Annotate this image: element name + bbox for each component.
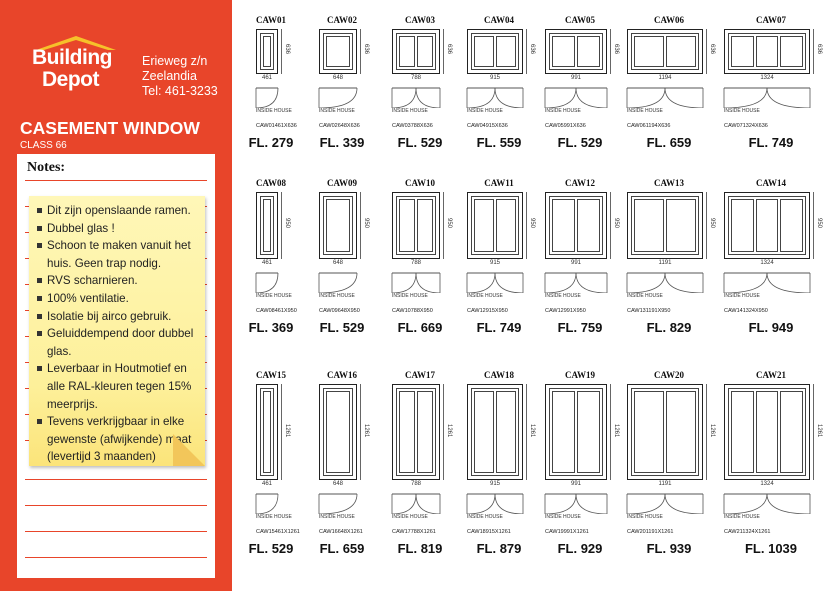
- window-frame: [471, 196, 519, 255]
- window-drawing: [319, 384, 357, 480]
- model-number: CAW02648X636: [319, 123, 360, 129]
- window-sash: [326, 391, 350, 473]
- model-number: CAW131191X950: [627, 308, 671, 314]
- swing-diagram: [625, 492, 705, 514]
- window-frame: [260, 33, 274, 70]
- height-dimension-line: [813, 192, 814, 259]
- inside-house-label: INSIDE HOUSE: [319, 514, 355, 520]
- height-dimension: 636: [529, 43, 535, 54]
- window-sash: [552, 36, 575, 67]
- window-sash: [780, 199, 803, 252]
- address-street: Erieweg z/n: [142, 54, 208, 68]
- window-frame: [728, 388, 806, 476]
- height-dimension: 1261: [816, 424, 822, 438]
- model-number: CAW061194X636: [627, 123, 671, 129]
- window-drawing: [319, 29, 357, 74]
- width-dimension: 991: [545, 481, 607, 487]
- swing-diagram: [625, 271, 705, 293]
- inside-house-label: INSIDE HOUSE: [545, 293, 581, 299]
- window-frame: [631, 196, 699, 255]
- window-sash: [756, 391, 779, 473]
- height-dimension-line: [360, 384, 361, 480]
- window-price: FL. 1039: [744, 541, 798, 556]
- note-item: Isolatie bij airco gebruik.: [35, 308, 203, 326]
- window-price: FL. 369: [248, 320, 294, 335]
- window-sash: [634, 199, 664, 252]
- window-card[interactable]: [380, 15, 460, 200]
- height-dimension: 950: [613, 217, 619, 228]
- window-card[interactable]: [304, 15, 380, 200]
- height-dimension: 1261: [709, 424, 715, 438]
- width-dimension: 788: [392, 481, 440, 487]
- window-card[interactable]: [716, 15, 826, 200]
- window-sash: [263, 391, 271, 473]
- swing-diagram: [465, 271, 525, 293]
- window-card[interactable]: [622, 370, 716, 555]
- model-number: CAW19991X1261: [545, 529, 589, 535]
- window-drawing: [256, 29, 278, 74]
- swing-diagram: [465, 492, 525, 514]
- swing-diagram: [543, 492, 609, 514]
- inside-house-label: INSIDE HOUSE: [467, 108, 503, 114]
- window-sash: [496, 199, 516, 252]
- swing-diagram: [254, 492, 280, 514]
- model-number: CAW071324X636: [724, 123, 768, 129]
- width-dimension: 915: [467, 481, 523, 487]
- swing-diagram: [722, 492, 812, 514]
- window-price: FL. 659: [319, 541, 365, 556]
- window-code: CAW20: [653, 370, 684, 380]
- height-dimension-line: [526, 192, 527, 259]
- window-code: CAW02: [326, 15, 357, 25]
- window-price: FL. 669: [397, 320, 443, 335]
- window-sash: [417, 391, 433, 473]
- height-dimension: 950: [284, 217, 290, 228]
- height-dimension: 950: [363, 217, 369, 228]
- window-price: FL. 559: [476, 135, 522, 150]
- model-number: CAW03788X636: [392, 123, 433, 129]
- width-dimension: 1191: [627, 481, 703, 487]
- width-dimension: 1191: [627, 260, 703, 266]
- height-dimension-line: [610, 192, 611, 259]
- width-dimension: 1324: [724, 75, 810, 81]
- window-drawing: [724, 29, 810, 74]
- window-price: FL. 829: [646, 320, 692, 335]
- swing-diagram: [722, 86, 812, 108]
- width-dimension: 461: [256, 75, 278, 81]
- notes-list: [35, 202, 203, 466]
- note-item: 100% ventilatie.: [35, 290, 203, 308]
- page-title: CASEMENT WINDOW: [20, 118, 200, 138]
- width-dimension: 991: [545, 260, 607, 266]
- window-price: FL. 749: [748, 135, 794, 150]
- window-drawing: [467, 384, 523, 480]
- model-number: CAW04915X636: [467, 123, 508, 129]
- inside-house-label: INSIDE HOUSE: [627, 293, 663, 299]
- window-sash: [399, 199, 415, 252]
- width-dimension: 1324: [724, 481, 810, 487]
- inside-house-label: INSIDE HOUSE: [392, 293, 428, 299]
- window-price: FL. 279: [248, 135, 294, 150]
- phone-number: Tel: 461-3233: [142, 84, 218, 98]
- window-drawing: [724, 192, 810, 259]
- window-sash: [399, 36, 415, 67]
- window-sash: [666, 36, 696, 67]
- window-price: FL. 949: [748, 320, 794, 335]
- inside-house-label: INSIDE HOUSE: [724, 293, 760, 299]
- window-price: FL. 529: [397, 135, 443, 150]
- window-code: CAW14: [755, 178, 786, 188]
- swing-diagram: [254, 271, 280, 293]
- height-dimension-line: [360, 192, 361, 259]
- window-sash: [552, 199, 575, 252]
- window-sash: [417, 36, 433, 67]
- notes-card: [17, 154, 215, 578]
- height-dimension: 950: [709, 217, 715, 228]
- height-dimension-line: [443, 192, 444, 259]
- inside-house-label: INSIDE HOUSE: [545, 108, 581, 114]
- building-depot-logo: [26, 34, 126, 96]
- inside-house-label: INSIDE HOUSE: [319, 293, 355, 299]
- inside-house-label: INSIDE HOUSE: [256, 293, 292, 299]
- note-item: Schoon te maken vanuit het huis. Geen trap nodig.: [35, 237, 203, 272]
- height-dimension-line: [706, 384, 707, 480]
- inside-house-label: INSIDE HOUSE: [467, 293, 503, 299]
- window-card[interactable]: [304, 370, 380, 555]
- window-sash: [634, 36, 664, 67]
- window-card[interactable]: [238, 178, 304, 363]
- window-sash: [474, 199, 494, 252]
- width-dimension: 461: [256, 260, 278, 266]
- height-dimension: 636: [363, 43, 369, 54]
- window-sash: [634, 391, 664, 473]
- window-sash: [496, 391, 516, 473]
- window-drawing: [545, 29, 607, 74]
- window-code: CAW19: [564, 370, 595, 380]
- note-item: Dubbel glas !: [35, 220, 203, 238]
- window-drawing: [392, 192, 440, 259]
- window-sash: [756, 36, 779, 67]
- height-dimension: 636: [284, 43, 290, 54]
- window-code: CAW07: [755, 15, 786, 25]
- window-sash: [666, 391, 696, 473]
- model-number: CAW18915X1261: [467, 529, 511, 535]
- width-dimension: 1324: [724, 260, 810, 266]
- height-dimension: 1261: [529, 424, 535, 438]
- window-code: CAW21: [755, 370, 786, 380]
- width-dimension: 788: [392, 260, 440, 266]
- window-price: FL. 529: [248, 541, 294, 556]
- inside-house-label: INSIDE HOUSE: [724, 108, 760, 114]
- inside-house-label: INSIDE HOUSE: [319, 108, 355, 114]
- window-frame: [323, 388, 353, 476]
- window-frame: [549, 388, 603, 476]
- model-number: CAW09648X950: [319, 308, 360, 314]
- window-frame: [396, 33, 436, 70]
- window-sash: [731, 36, 754, 67]
- window-sash: [756, 199, 779, 252]
- width-dimension: 788: [392, 75, 440, 81]
- window-frame: [631, 388, 699, 476]
- window-drawing: [256, 192, 278, 259]
- window-sash: [731, 391, 754, 473]
- height-dimension-line: [281, 192, 282, 259]
- height-dimension: 1261: [363, 424, 369, 438]
- window-drawing: [545, 192, 607, 259]
- window-card[interactable]: [538, 15, 622, 200]
- model-number: CAW12915X950: [467, 308, 508, 314]
- swing-diagram: [625, 86, 705, 108]
- window-drawing: [545, 384, 607, 480]
- window-card[interactable]: [238, 15, 304, 200]
- inside-house-label: INSIDE HOUSE: [256, 514, 292, 520]
- window-code: CAW15: [255, 370, 286, 380]
- window-card[interactable]: [460, 15, 538, 200]
- page-subtitle: CLASS 66: [20, 140, 67, 151]
- inside-house-label: INSIDE HOUSE: [392, 514, 428, 520]
- window-code: CAW01: [255, 15, 286, 25]
- note-item: RVS scharnieren.: [35, 272, 203, 290]
- height-dimension-line: [706, 29, 707, 74]
- width-dimension: 1194: [627, 75, 703, 81]
- width-dimension: 648: [319, 260, 357, 266]
- window-drawing: [627, 192, 703, 259]
- window-sash: [474, 391, 494, 473]
- window-code: CAW08: [255, 178, 286, 188]
- window-sash: [552, 391, 575, 473]
- divider: [25, 180, 207, 181]
- window-frame: [549, 33, 603, 70]
- window-sash: [496, 36, 516, 67]
- note-item: Dit zijn openslaande ramen.: [35, 202, 203, 220]
- height-dimension-line: [610, 384, 611, 480]
- window-drawing: [256, 384, 278, 480]
- model-number: CAW211324X1261: [724, 529, 771, 535]
- window-frame: [260, 388, 274, 476]
- window-sash: [417, 199, 433, 252]
- window-code: CAW12: [564, 178, 595, 188]
- window-card[interactable]: [460, 370, 538, 555]
- height-dimension-line: [360, 29, 361, 74]
- swing-diagram: [390, 492, 442, 514]
- model-number: CAW05991X636: [545, 123, 586, 129]
- window-sash: [399, 391, 415, 473]
- window-card[interactable]: [716, 370, 826, 555]
- window-sash: [780, 391, 803, 473]
- model-number: CAW08461X950: [256, 308, 297, 314]
- window-drawing: [392, 29, 440, 74]
- window-sash: [263, 199, 271, 252]
- window-frame: [728, 33, 806, 70]
- window-code: CAW13: [653, 178, 684, 188]
- window-card[interactable]: [380, 178, 460, 363]
- swing-diagram: [390, 86, 442, 108]
- window-frame: [323, 196, 353, 255]
- window-card[interactable]: [538, 370, 622, 555]
- model-number: CAW141324X950: [724, 308, 768, 314]
- window-frame: [396, 388, 436, 476]
- height-dimension: 950: [816, 217, 822, 228]
- inside-house-label: INSIDE HOUSE: [467, 514, 503, 520]
- model-number: CAW12991X950: [545, 308, 586, 314]
- width-dimension: 991: [545, 75, 607, 81]
- model-number: CAW15461X1261: [256, 529, 300, 535]
- brand-name-line1: Building: [32, 46, 112, 69]
- window-code: CAW11: [484, 178, 514, 188]
- width-dimension: 461: [256, 481, 278, 487]
- model-number: CAW201191X1261: [627, 529, 674, 535]
- window-code: CAW17: [404, 370, 435, 380]
- inside-house-label: INSIDE HOUSE: [256, 108, 292, 114]
- inside-house-label: INSIDE HOUSE: [724, 514, 760, 520]
- swing-diagram: [317, 492, 359, 514]
- window-sash: [666, 199, 696, 252]
- window-card[interactable]: [622, 15, 716, 200]
- window-frame: [549, 196, 603, 255]
- width-dimension: 915: [467, 75, 523, 81]
- height-dimension-line: [706, 192, 707, 259]
- height-dimension: 1261: [613, 424, 619, 438]
- window-card[interactable]: [380, 370, 460, 555]
- window-frame: [728, 196, 806, 255]
- address-area: Zeelandia: [142, 69, 197, 83]
- window-frame: [631, 33, 699, 70]
- height-dimension-line: [610, 29, 611, 74]
- note-item: Leverbaar in Houtmotief en alle RAL-kleuren tegen 15% meerprijs.: [35, 360, 203, 413]
- window-card[interactable]: [622, 178, 716, 363]
- window-sash: [780, 36, 803, 67]
- window-frame: [471, 33, 519, 70]
- window-price: FL. 939: [646, 541, 692, 556]
- width-dimension: 648: [319, 75, 357, 81]
- window-code: CAW09: [326, 178, 357, 188]
- window-code: CAW18: [483, 370, 514, 380]
- height-dimension-line: [526, 384, 527, 480]
- window-price: FL. 749: [476, 320, 522, 335]
- window-code: CAW10: [404, 178, 435, 188]
- window-code: CAW05: [564, 15, 595, 25]
- swing-diagram: [465, 86, 525, 108]
- brand-name-line2: Depot: [42, 68, 99, 91]
- window-frame: [323, 33, 353, 70]
- page-curl-icon: [173, 434, 205, 466]
- window-code: CAW03: [404, 15, 435, 25]
- window-card[interactable]: [460, 178, 538, 363]
- left-panel: [0, 0, 232, 591]
- window-frame: [396, 196, 436, 255]
- height-dimension: 636: [613, 43, 619, 54]
- window-sash: [326, 36, 350, 67]
- window-card[interactable]: [716, 178, 826, 363]
- window-sash: [474, 36, 494, 67]
- window-drawing: [467, 29, 523, 74]
- window-frame: [471, 388, 519, 476]
- width-dimension: 915: [467, 260, 523, 266]
- height-dimension-line: [443, 29, 444, 74]
- window-price: FL. 339: [319, 135, 365, 150]
- inside-house-label: INSIDE HOUSE: [545, 514, 581, 520]
- window-sash: [326, 199, 350, 252]
- notes-title: Notes:: [27, 160, 66, 175]
- swing-diagram: [543, 86, 609, 108]
- window-card[interactable]: [538, 178, 622, 363]
- model-number: CAW16648X1261: [319, 529, 363, 535]
- window-drawing: [392, 384, 440, 480]
- window-drawing: [319, 192, 357, 259]
- window-price: FL. 819: [397, 541, 443, 556]
- window-code: CAW06: [653, 15, 684, 25]
- window-price: FL. 879: [476, 541, 522, 556]
- model-number: CAW10788X950: [392, 308, 433, 314]
- height-dimension-line: [281, 384, 282, 480]
- window-code: CAW04: [483, 15, 514, 25]
- model-number: CAW17788X1261: [392, 529, 436, 535]
- height-dimension: 950: [446, 217, 452, 228]
- window-drawing: [467, 192, 523, 259]
- height-dimension-line: [443, 384, 444, 480]
- swing-diagram: [317, 86, 359, 108]
- window-drawing: [627, 29, 703, 74]
- model-number: CAW01461X636: [256, 123, 297, 129]
- swing-diagram: [390, 271, 442, 293]
- height-dimension-line: [813, 29, 814, 74]
- inside-house-label: INSIDE HOUSE: [392, 108, 428, 114]
- window-price: FL. 929: [557, 541, 603, 556]
- window-drawing: [627, 384, 703, 480]
- window-sash: [263, 36, 271, 67]
- window-drawing: [724, 384, 810, 480]
- height-dimension: 636: [816, 43, 822, 54]
- swing-diagram: [254, 86, 280, 108]
- window-sash: [577, 391, 600, 473]
- window-price: FL. 759: [557, 320, 603, 335]
- height-dimension: 636: [709, 43, 715, 54]
- height-dimension: 636: [446, 43, 452, 54]
- window-card[interactable]: [304, 178, 380, 363]
- swing-diagram: [317, 271, 359, 293]
- height-dimension-line: [526, 29, 527, 74]
- window-sash: [577, 36, 600, 67]
- swing-diagram: [722, 271, 812, 293]
- note-item: Tevens verkrijgbaar in elke gewenste (afwijkende) maat (levertijd 3 maanden): [35, 413, 203, 466]
- height-dimension-line: [813, 384, 814, 480]
- window-frame: [260, 196, 274, 255]
- height-dimension: 950: [529, 217, 535, 228]
- width-dimension: 648: [319, 481, 357, 487]
- sticky-note: [29, 196, 205, 466]
- inside-house-label: INSIDE HOUSE: [627, 108, 663, 114]
- height-dimension-line: [281, 29, 282, 74]
- window-card[interactable]: [238, 370, 304, 555]
- window-price: FL. 659: [646, 135, 692, 150]
- inside-house-label: INSIDE HOUSE: [627, 514, 663, 520]
- window-code: CAW16: [326, 370, 357, 380]
- height-dimension: 1261: [284, 424, 290, 438]
- window-sash: [731, 199, 754, 252]
- window-price: FL. 529: [557, 135, 603, 150]
- window-sash: [577, 199, 600, 252]
- height-dimension: 1261: [446, 424, 452, 438]
- window-price: FL. 529: [319, 320, 365, 335]
- note-item: Geluiddempend door dubbel glas.: [35, 325, 203, 360]
- swing-diagram: [543, 271, 609, 293]
